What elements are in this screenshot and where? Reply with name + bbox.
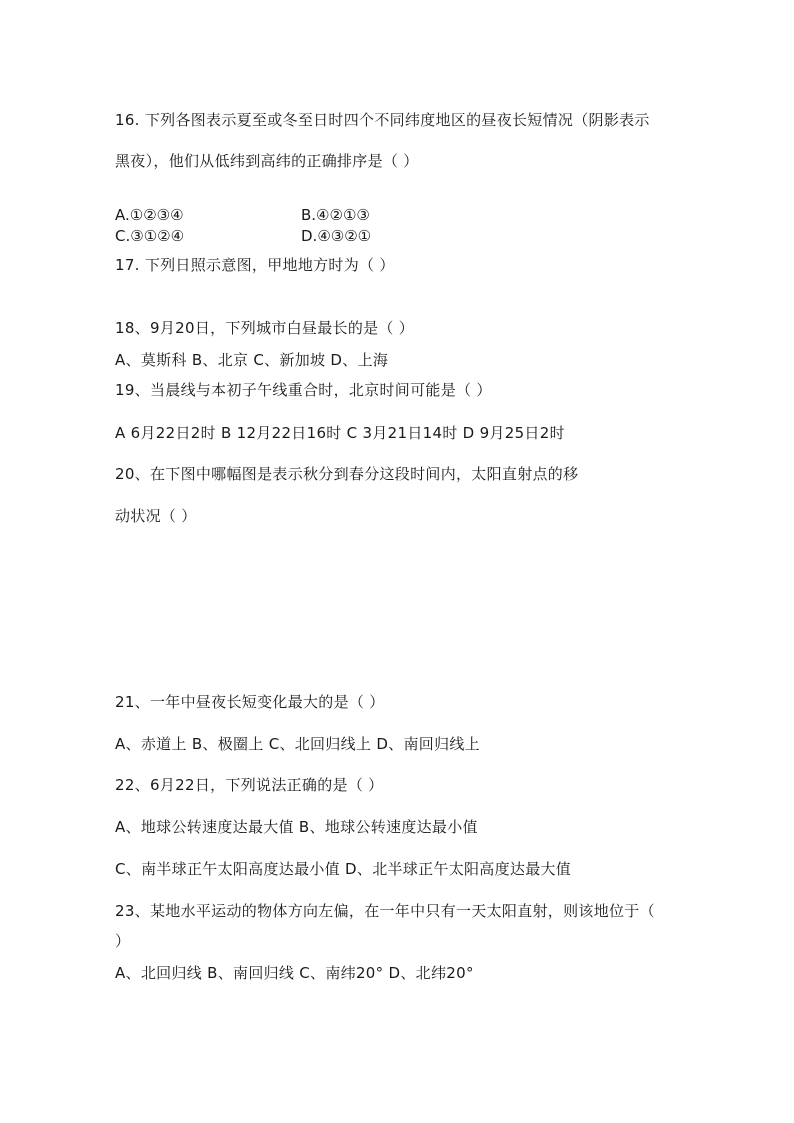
q16-option-b: B.④②①③ [301,206,370,224]
q16-option-c: C.③①②④ [115,227,185,245]
q16-option-a: A.①②③④ [115,206,184,224]
q20-stem-line1: 20、在下图中哪幅图是表示秋分到春分这段时间内，太阳直射点的移 [115,465,579,483]
q22-options-cd: C、南半球正午太阳高度达最小值 D、北半球正午太阳高度达最大值 [115,860,572,878]
q18-options: A、莫斯科 B、北京 C、新加坡 D、上海 [115,351,389,369]
q21-stem: 21、一年中昼夜长短变化最大的是（ ） [115,693,385,711]
q17-stem: 17. 下列日照示意图，甲地地方时为（ ） [115,256,395,274]
q16-option-d: D.④③②① [301,227,372,245]
q23-stem-line1: 23、某地水平运动的物体方向左偏，在一年中只有一天太阳直射，则该地位于（ [115,902,655,920]
q23-stem-line2: ） [115,932,131,950]
q22-stem: 22、6月22日，下列说法正确的是（ ） [115,776,384,794]
q16-stem-line1: 16. 下列各图表示夏至或冬至日时四个不同纬度地区的昼夜长短情况（阴影表示 [115,111,650,129]
q23-options: A、北回归线 B、南回归线 C、南纬20° D、北纬20° [115,964,474,982]
q20-stem-line2: 动状况（ ） [115,507,197,525]
q22-options-ab: A、地球公转速度达最大值 B、地球公转速度达最小值 [115,818,478,836]
q21-options: A、赤道上 B、极圈上 C、北回归线上 D、南回归线上 [115,735,480,753]
q19-options: A 6月22日2时 B 12月22日16时 C 3月21日14时 D 9月25日2时 [115,424,565,442]
q18-stem: 18、9月20日，下列城市白昼最长的是（ ） [115,319,415,337]
q16-stem-line2: 黑夜），他们从低纬到高纬的正确排序是（ ） [115,152,419,170]
q19-stem: 19、当晨线与本初子午线重合时，北京时间可能是（ ） [115,381,492,399]
